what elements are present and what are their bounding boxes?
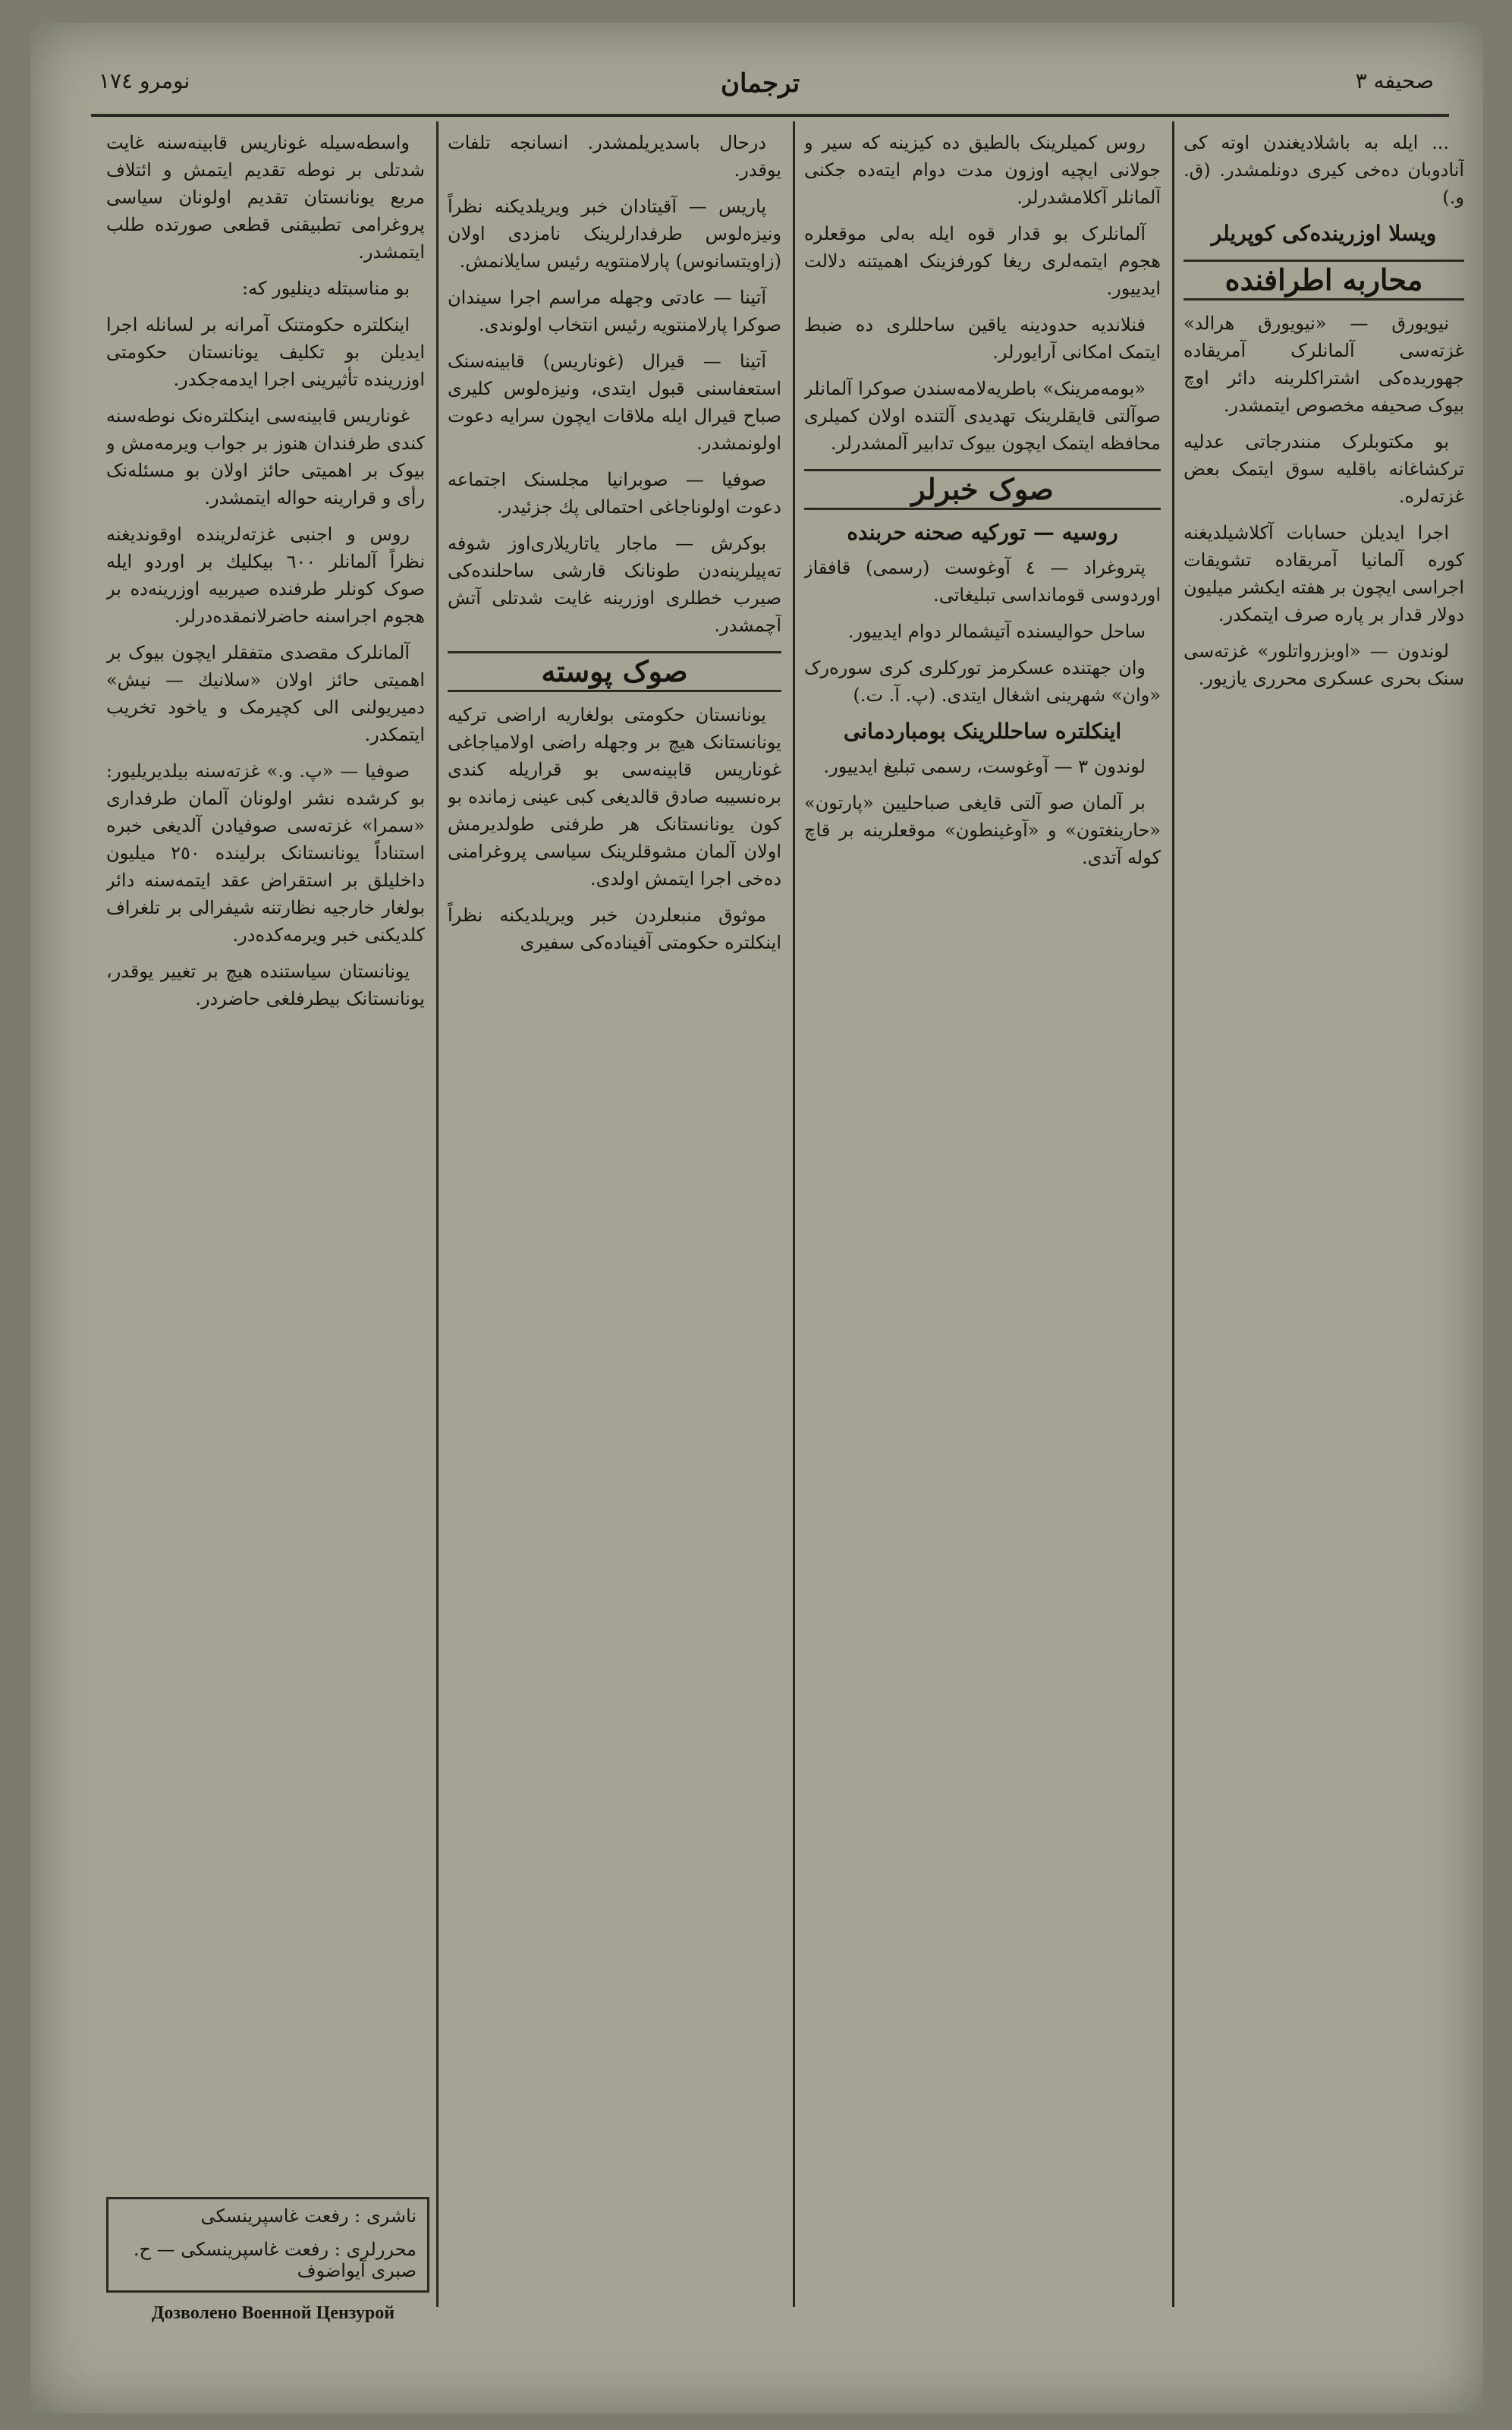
publisher-label: ناشری : [354, 2205, 417, 2227]
article-title: ویسلا اوزرینده‌کی کوپریلر [1211, 221, 1437, 246]
paragraph: غوناریس قابینه‌سی اینکلتره‌نک نوطه‌سنه کندی طرفندان هنوز بر جواب ویرمه‌مش و بیوک بر اهمیتی حائز اولان بو مسئله‌نک رأی و قرارینه حواله ایتمشدر. [106, 405, 425, 508]
paragraph: اینکلتره حکومتنک آمرانه بر لسانله اجرا ایدیلن بو تکلیف یونانستان حکومتی اوزرینده تأثیرینی اجرا ایدمه‌جکدر. [106, 314, 425, 390]
issue-number: نومرو ١٧٤ [99, 68, 190, 93]
paragraph: وان جهتنده عسکرمز تورکلری کری سوره‌رک «وان» شهرینی اشغال ایتدی. (پ. آ. ت.) [804, 657, 1161, 706]
section-title: صوک پوسته [448, 651, 781, 692]
paragraph: آلمانلرک بو قدار قوه ایله به‌لی موقعلره هجوم ایتمه‌لری ریغا کورفزینک اهمیتنه دلالت ایدییور. [804, 223, 1161, 299]
paragraph: بر آلمان صو آلتی قایغی صباحلیین «پارتون» «حارینغتون» و «آوغینطون» موقعلرینه بر قاچ کوله آتدی. [804, 792, 1161, 868]
paragraph: صوفیا — «پ. و.» غزته‌سنه بیلدیریلیور: بو کرشده نشر اولونان آلمان طرفداری «سمرا» غزته‌سی صوفیادن آلدیغی خبره استناداً یونانستانک برلینده ٢٥٠ میلیون داخلیلق بر استقراض عقد ایتمه‌سنه دائر بولغار خارجیه نظارتنه شیفرالی بر تلغراف کلدیکنی خبر ویرمه‌کده‌در. [106, 760, 425, 946]
paragraph: درحال باسدیریلمشدر. انسانجه تلفات یوقدر. [448, 132, 781, 181]
editors-line: محررلری : رفعت غاسپرینسکی — ح. صبری آیواضوف [133, 2239, 417, 2281]
page-header [91, 61, 1441, 106]
censor-note: Дозволено Военной Цензурой [151, 2303, 395, 2323]
paragraph: ساحل حوالیسنده آتیشمالر دوام ایدییور. [847, 621, 1146, 642]
section-title: محاربه اطرافنده [1184, 260, 1464, 301]
publisher-name: رفعت غاسپرینسکی [200, 2205, 349, 2227]
newspaper-title: ترجمان [721, 68, 800, 99]
paragraph: آتینا — قیرال (غوناریس) قابینه‌سنک استعفاسنی قبول ایتدی، ونیزه‌لوس کلیری صباح قیرال ایله ملاقات ایچون سرایه دعوت اولونمشدر. [448, 351, 781, 454]
paragraph: یونانستان سیاستنده هیچ بر تغییر یوقدر، یونانستانک بیطرفلغی حاضردر. [106, 961, 425, 1009]
paragraph: بوکرش — ماجار یاتاریلاری‌اوز شوفه ته‌پیلرینه‌دن طونانک قارشی ساحلنده‌کی صیرب خطلری اوزرینه غایت شدتلی آتش آچمشدر. [448, 533, 781, 636]
paragraph: «بومه‌مرینک» باطریه‌لامه‌سندن صوکرا آلمانلر صوآلتی قایقلرینک تهدیدی آلتنده اولان کمیلری محافظه ایتمک ایچون بیوک تدابیر آلمشدرلر. [804, 378, 1161, 454]
masthead-box [106, 2197, 429, 2293]
paragraph: یونانستان حکومتی بولغاریه اراضی ترکیه یونانستانک هیچ بر وجهله راضی اولامیاجاغی غوناریس قابینه‌سی بو قراریله کندی بره‌نسیبه صادق قالدیغی کبی عینی زمانده بو کون یونانستانک هر طرفنی طولدیرمش اولان آلمان مشوقلرینک سیاسی پروغرامنی ده‌خی اجرا ایتمش اولدی. [448, 704, 781, 889]
paragraph: بو مناسبتله دینلیور که: [242, 278, 410, 299]
page-number: صحیفه ٣ [1355, 68, 1434, 93]
column-1 [1184, 129, 1464, 2292]
paragraph: لوندون ٣ — آوغوست، رسمی تبلیغ ایدییور. [823, 756, 1146, 777]
editors-label: محررلری : [334, 2239, 417, 2260]
section-title: صوک خبرلر [804, 469, 1161, 510]
column-divider [1172, 121, 1174, 2307]
sub-title: روسیه — تورکیه صحنه حربنده [847, 520, 1118, 545]
column-2 [804, 129, 1161, 2292]
paragraph: آلمانلرک مقصدی متفقلر ایچون بیوک بر اهمیتی حائز اولان «سلانیك — نیش» دمیریولنی الی کچیرمک و یاخود تخریب ایتمکدر. [106, 642, 425, 745]
paragraph: ... ایله به باشلادیغندن اوته کی آنادوبان ده‌خی کیری دونلمشدر. (ق. و.) [1184, 132, 1464, 208]
paragraph: صوفیا — صوبرانیا مجلسنک اجتماعه دعوت اولوناجاغی احتمالی پك جزئیدر. [448, 469, 781, 518]
paragraph: موثوق منبعلردن خبر ویریلدیکنه نظراً اینکلتره حکومتی آفیناده‌کی سفیری [448, 905, 781, 953]
paragraph: واسطه‌سیله غوناریس قابینه‌سنه غایت شدتلی بر نوطه تقدیم ایتمش و ائتلاف مربع یونانستان تقدیم اولونان سیاسی پروغرامی تطبیقنی قطعی صورتده طلب ایتمشدر. [106, 132, 425, 263]
editor-name: ح. صبری آیواضوف [133, 2239, 417, 2281]
paragraph: روس و اجنبی غزته‌لرینده اوقوندیغنه نظراً آلمانلر ٦٠٠ بیکلیك بر اوردو ایله صوک کونلر طرفنده صیربیه اوزرینه‌ده بر هجوم اجراسنه حاضرلانمقده‌درلر. [106, 524, 425, 627]
paragraph: پاریس — آقیتادان خبر ویریلدیکنه نظراً ونیزه‌لوس طرفدارلرینک نامزدی اولان (زاویتسانوس) پارلامنتویه رئیس سایلانمش. [448, 196, 781, 272]
column-3 [448, 129, 781, 2292]
sub-title: اینکلتره ساحللرینک بومباردمانی [843, 719, 1122, 744]
paragraph: نیویورق — «نیویورق هرالد» غزته‌سی آلمانلرک آمریقاده جهوریده‌کی اشتراکلرینه دائر اوچ بیوک صحیفه مخصوص ایتمشدر. [1184, 313, 1464, 416]
paragraph: بو مکتوبلرک منندرجاتی عدلیه ترکشاغانه باقلیه سوق ایتمک بعض غزته‌لره. [1184, 431, 1464, 507]
publisher-line [108, 2199, 427, 2233]
editor-name: رفعت غاسپرینسکی [181, 2239, 329, 2260]
column-4 [106, 129, 425, 2178]
paragraph: فنلاندیه حدودینه یاقین ساحللری ده ضبط ایتمک امکانی آرایورلر. [804, 314, 1161, 363]
column-divider [793, 121, 795, 2307]
paragraph: روس کمیلرینک بالطیق ده کیزینه که سیر و جولانی ایچیه اوزون مدت دوام ایته‌ده جکنی آلمانلر آکلامشدرلر. [804, 132, 1161, 208]
paragraph: پتروغراد — ٤ آوغوست (رسمی) قافقاز اوردوسی قومانداسی تبلیغاتی. [804, 557, 1161, 606]
paragraph: آتینا — عادتی وجهله مراسم اجرا سیندان صوکرا پارلامنتویه رئیس انتخاب اولوندی. [448, 287, 781, 335]
paragraph: لوندون — «اوبزرواتلور» غزته‌سی سنک بحری عسکری محرری یازیور. [1184, 641, 1464, 689]
header-rule [91, 114, 1449, 117]
column-divider [436, 121, 439, 2307]
paragraph: اجرا ایدیلن حسابات آکلاشیلدیغنه کوره آلمانیا آمریقاده تشویقات اجراسی ایچون بر هفته ایکشر میلیون دولار قدار بر پاره صرف ایتمکدر. [1184, 522, 1464, 625]
